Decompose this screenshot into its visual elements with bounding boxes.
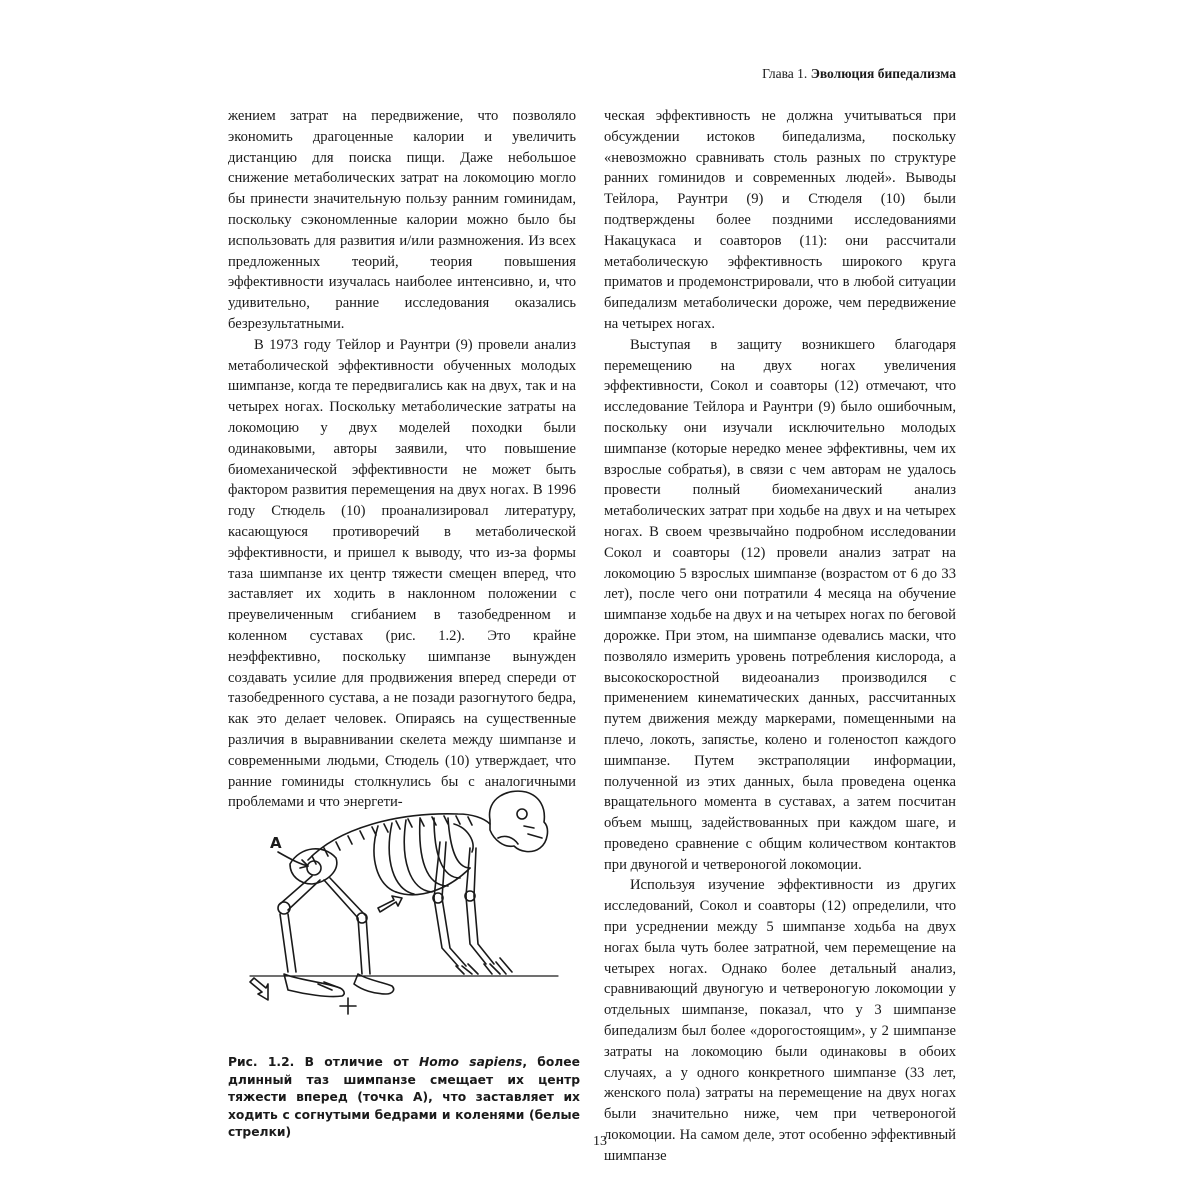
chapter-title: Эволюция бипедализма [810, 66, 956, 81]
paragraph: жением затрат на передвижение, что позволяло экономить драгоценные калории и увеличить дистанцию для поиска пищи. Даже небольшое снижение метаболических затрат на локомоцию могло бы принести значительную пользу ранним гоминидам, поскольку сэкономленные калории можно было бы использовать для развития и/или размножения. Из всех предложенных теорий, теория повышения эффективности изучалась наиболее интенсивно, и, что удивительно, ранние исследования оказались безрезультатными. [228, 108, 576, 332]
figure-point-label: A [270, 834, 282, 852]
chimpanzee-skeleton-illustration [228, 768, 578, 1048]
caption-prefix: Рис. 1.2. В отличие от [228, 1055, 419, 1069]
caption-species: Homo sapiens [418, 1055, 523, 1069]
caption-text: , более длинный таз шимпанзе смещает их центр тяжести вперед (точка A), что заставляет их ходить с согнутыми бедрами и коленями (белые стрелки) [228, 1055, 580, 1140]
paragraph: ческая эффективность не должна учитываться при обсуждении истоков бипедализма, поскольку «невозможно сравнивать столь разных по структуре ранних гоминидов и современных людей». Выводы Тейлора, Раунтри (9) и Стюделя (10) были подтверждены более поздними исследованиями Накацукаса и соавторов (11): они рассчитали метаболическую эффективность широкого круга приматов и продемонстрировали, что в любой ситуации бипедализм метаболически дороже, чем передвижение на четырех ногах. [604, 108, 956, 332]
paragraph: Используя изучение эффективности из других исследований, Сокол и соавторы (12) определили, что при усреднении между 5 шимпанзе ходьба на двух ногах была чуть более затратной, чем перемещение на четырех ногах. Однако более детальный анализ, сравнивающий двуногую и четвероногую локомоции у отдельных шимпанзе, показал, что у 3 шимпанзе бипедализм был более «дорогостоящим», у 2 шимпанзе затраты на локомоцию были одинаковы в обоих случаях, а у одного конкретного шимпанзе (33 лет, женского пола) затраты на перемещение на двух ногах были значительно ниже, чем при четвероногой локомоции. На самом деле, этот особенно эффективный шимпанзе [604, 877, 956, 1164]
chapter-label: Глава 1. [762, 66, 808, 81]
paragraph: Выступая в защиту возникшего благодаря перемещению на двух ногах увеличения эффективности, Сокол и соавторы (12) отмечают, что исследование Тейлора и Раунтри (9) было ошибочным, поскольку они изучали исключительно молодых шимпанзе (которые нередко менее эффективны, чем их взрослые собратья), в связи с чем авторам не удалось провести полный биомеханический анализ метаболических затрат при ходьбе на двух и на четырех ногах. В своем чрезвычайно подробном исследовании Сокол и соавторы (12) провели анализ затрат на локомоцию 5 взрослых шимпанзе (возрастом от 6 до 33 лет), после чего они потратили 4 месяца на обучение шимпанзе ходьбе на двух и на четырех ногах по беговой дорожке. При этом, на шимпанзе одевались маски, что позволяло измерить уровень потребления кислорода, а высокоскоростной видеоанализ производился с применением кинематических данных, рассчитанных путем движения между маркерами, помещенными на плечо, локоть, запястье, колено и голеностоп каждого шимпанзе. Путем экстраполяции информации, полученной из этих данных, была проведена оценка вращательного момента в суставах, а затем посчитан объем мышц, задействованных при каждом шаге, и проведено сравнение с общим количеством контактов при двуногой и четвероногой локомоции. [604, 336, 956, 873]
page-number: 13 [593, 1134, 607, 1149]
figure-caption [228, 1054, 580, 1142]
running-header [762, 66, 956, 82]
left-column [228, 106, 576, 813]
right-column [604, 106, 956, 1167]
paragraph: В 1973 году Тейлор и Раунтри (9) провели анализ метаболической эффективности обученных молодых шимпанзе, когда те передвигались как на двух, так и на четырех ногах. Поскольку метаболические затраты на локомоцию у двух моделей походки были одинаковыми, авторы заявили, что повышение биомеханической эффективности не может быть фактором развития перемещения на двух ногах. В 1996 году Стюдель (10) проанализировал литературу, касающуюся противоречий в метаболической эффективности, и пришел к выводу, что из-за формы таза шимпанзе их центр тяжести смещен вперед, что заставляет их ходить в наклонном положении с преувеличенным сгибанием в тазобедренном и коленном суставах (рис. 1.2). Это крайне неэффективно, поскольку шимпанзе вынужден создавать усилие для продвижения вперед спереди от тазобедренного сустава, а не позади разогнутого бедра, как это делает человек. Опираясь на существенные различия в выравнивании скелета между шимпанзе и современными людьми, Стюдель (10) утверждает, что ранние гоминиды столкнулись бы с аналогичными проблемами и что энергети- [228, 336, 576, 811]
figure-chimpanzee-skeleton [228, 768, 578, 1048]
